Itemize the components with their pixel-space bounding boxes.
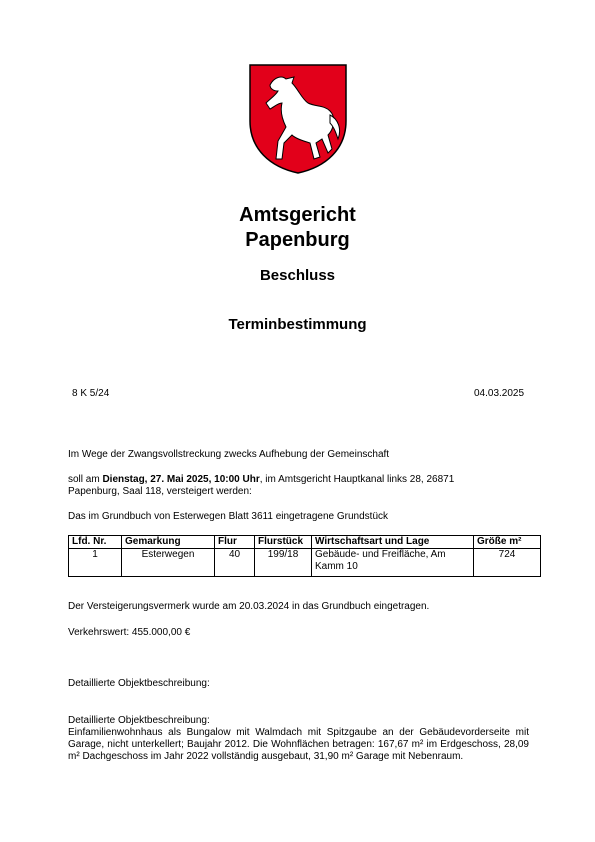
object-description-heading: Detaillierte Objektbeschreibung: — [68, 678, 210, 689]
object-description-heading-2: Detaillierte Objektbeschreibung: — [68, 715, 210, 726]
document-date: 04.03.2025 — [474, 388, 525, 399]
market-value: Verkehrswert: 455.000,00 € — [68, 627, 191, 638]
court-name-line1: Amtsgericht — [239, 204, 356, 226]
appointment-paragraph — [68, 474, 488, 498]
registry-note: Der Versteigerungsvermerk wurde am 20.03.2024 in das Grundbuch eingetragen. — [68, 601, 430, 612]
appointment-date: Dienstag, 27. Mai 2025, 10:00 Uhr — [102, 474, 260, 485]
col-header-flur: Flur — [215, 536, 255, 549]
col-header-flurstueck: Flurstück — [255, 536, 312, 549]
object-description-text: Einfamilienwohnhaus als Bungalow mit Walmdach mit Spitzgaube an der Gebäudevorderseite mit Garage, nicht unterkellert; Baujahr 2012. Die Wohnflächen betragen: 167,67 m² im Erdgeschoss, 28,09 m² Dachgeschoss im Jahr 2022 vollständig ausgebaut, 31,90 m² Garage mit Nebenraum. — [68, 727, 529, 762]
cell-groesse: 724 — [474, 549, 541, 577]
appointment-suffix: , im Amtsgericht Hauptkanal links 28, 26871 Papenburg, Saal 118, versteigert werden: — [68, 474, 455, 497]
col-header-groesse: Größe m² — [474, 536, 541, 549]
land-register-paragraph: Das im Grundbuch von Esterwegen Blatt 3611 eingetragene Grundstück — [68, 511, 388, 522]
appointment-prefix: soll am — [68, 474, 103, 485]
cell-flurstueck: 199/18 — [255, 549, 312, 577]
col-header-lfd-nr: Lfd. Nr. — [69, 536, 122, 549]
cell-lfd-nr: 1 — [69, 549, 122, 577]
col-header-wirtschaftsart: Wirtschaftsart und Lage — [312, 536, 474, 549]
lower-saxony-crest — [248, 63, 348, 175]
document-title: Beschluss — [259, 267, 336, 284]
cell-wirtschaftsart: Gebäude- und Freifläche, Am Kamm 10 — [312, 549, 474, 577]
table-header-row — [69, 536, 541, 549]
cell-flur: 40 — [215, 549, 255, 577]
court-name-line2: Papenburg — [245, 229, 350, 251]
document-subtitle: Terminbestimmung — [228, 316, 367, 333]
table-row — [69, 549, 541, 577]
object-description — [68, 715, 529, 763]
case-number: 8 K 5/24 — [72, 388, 110, 399]
cell-gemarkung: Esterwegen — [122, 549, 215, 577]
property-table — [68, 535, 541, 577]
col-header-gemarkung: Gemarkung — [122, 536, 215, 549]
intro-paragraph: Im Wege der Zwangsvollstreckung zwecks Aufhebung der Gemeinschaft — [68, 449, 390, 460]
